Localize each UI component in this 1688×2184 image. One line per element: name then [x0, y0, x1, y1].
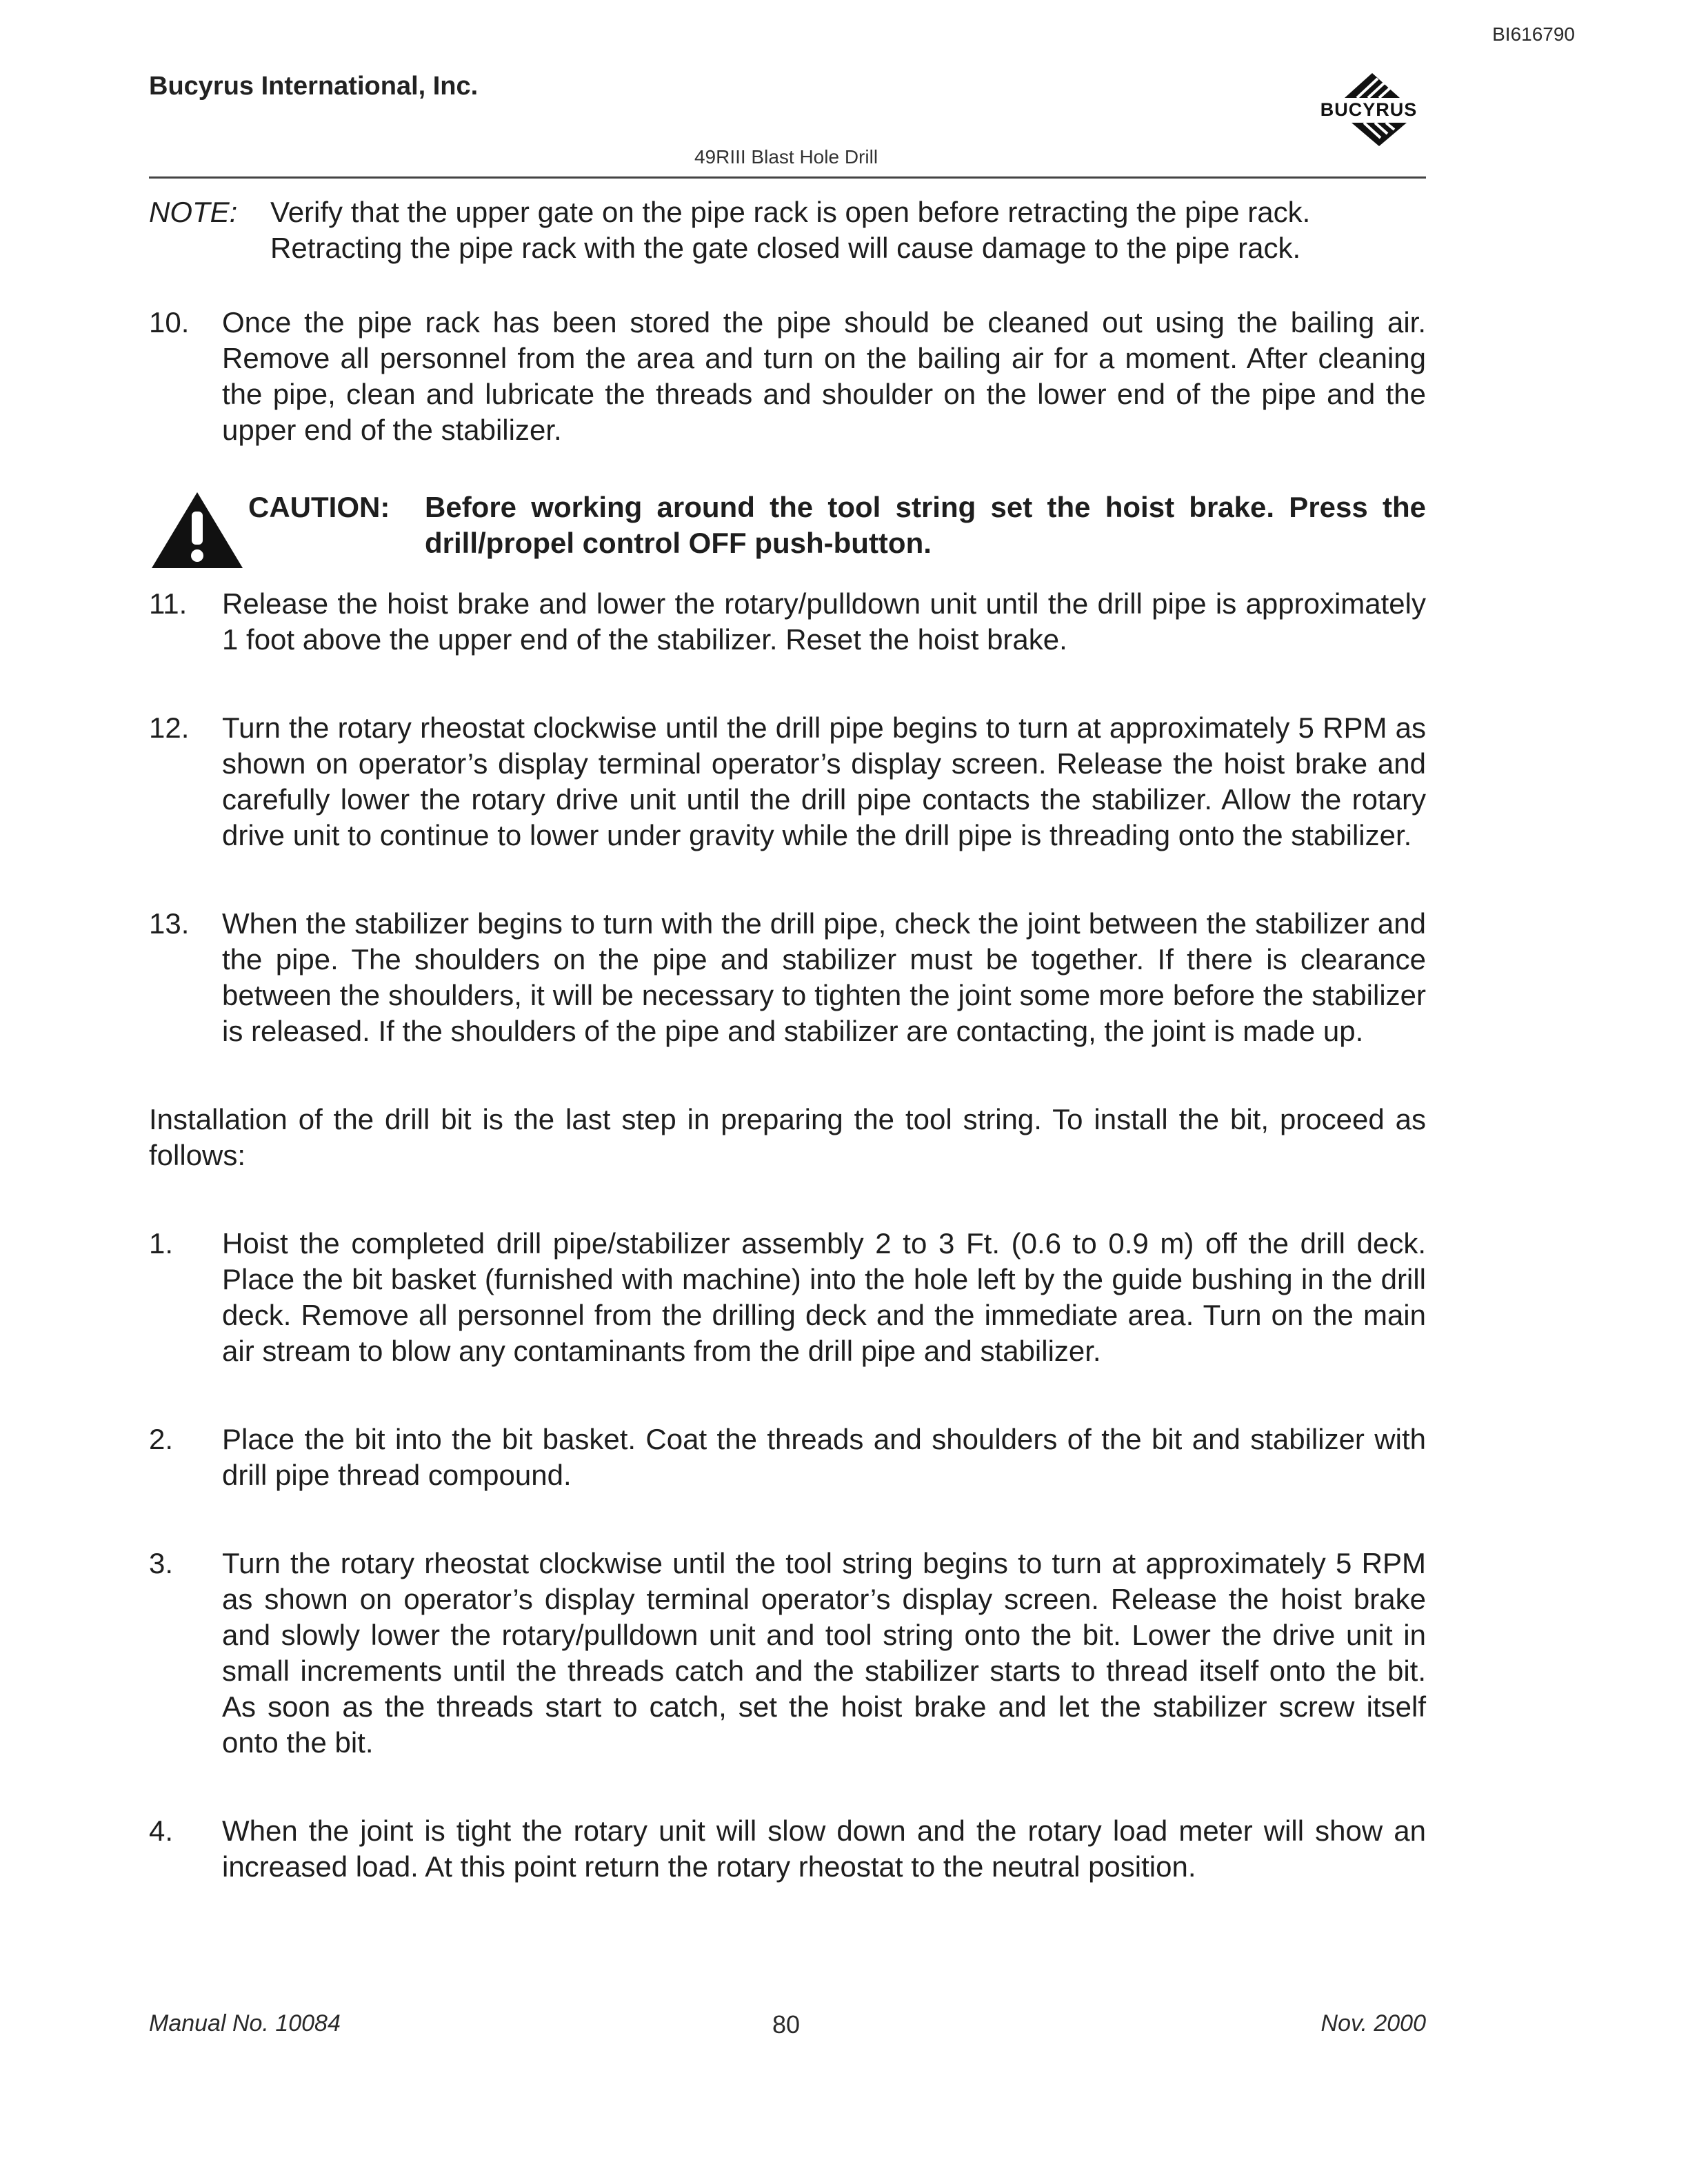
step-text: When the stabilizer begins to turn with the drill pipe, check the joint between the stabilizer and the pipe. The shoulders on the pipe and stabilizer must be together. If there is clearance between the shoulders, it will be necessary to tighten the joint some more before the stabilizer is released. If the shoulders of the pipe and stabilizer are contacting, the joint is made up. [222, 907, 1426, 1047]
step-number: 3. [149, 1547, 174, 1579]
step-text: Place the bit into the bit basket. Coat the threads and shoulders of the bit and stabilizer with drill pipe thread compound. [222, 1423, 1426, 1491]
step-text: Turn the rotary rheostat clockwise until the tool string begins to turn at approximately 5 RPM as shown on operator’s display terminal operator’s display screen. Release the hoist brake and slowly lower the rotary/pulldown unit and tool string onto the bit. Lower the drive unit in small increments until the threads catch and the stabilizer starts to thread itself onto the bit. As soon as the threads start to catch, set the hoist brake and let the stabilizer screw itself onto the bit. [222, 1547, 1426, 1759]
company-name: Bucyrus International, Inc. [149, 72, 479, 101]
step-1 [149, 1226, 1426, 1369]
header-divider [149, 176, 1426, 179]
manual-number: Manual No. 10084 [149, 2010, 341, 2036]
step-2 [149, 1422, 1426, 1493]
step-11 [149, 586, 1426, 658]
step-text: When the joint is tight the rotary unit will slow down and the rotary load meter will show an increased load. At this point return the rotary rheostat to the neutral position. [222, 1814, 1426, 1883]
note-text: Verify that the upper gate on the pipe rack is open before retracting the pipe rack. Retracting the pipe rack with the gate closed will cause damage to the pipe rack. [270, 196, 1311, 264]
step-4 [149, 1813, 1426, 1885]
document-id: BI616790 [1492, 23, 1575, 45]
step-text: Once the pipe rack has been stored the pipe should be cleaned out using the bailing air. Remove all personnel from the area and turn on the bailing air for a moment. After cleaning the pipe, clean and lubricate the threads and shoulder on the lower end of the pipe and the upper end of the stabilizer. [222, 306, 1426, 446]
note-label: NOTE: [149, 196, 238, 228]
warning-triangle-icon [149, 489, 248, 572]
page-number: 80 [772, 2010, 801, 2039]
caution-block [149, 489, 1426, 572]
document-subtitle: 49RIII Blast Hole Drill [694, 146, 878, 168]
step-text: Turn the rotary rheostat clockwise until the drill pipe begins to turn at approximately 5 RPM as shown on operator’s display terminal operator’s display screen. Release the hoist brake and carefully lower the rotary drive unit until the drill pipe contacts the stabilizer. Allow the rotary drive unit to continue to lower under gravity while the drill pipe is threading onto the stabilizer. [222, 711, 1426, 851]
logo-text: BUCYRUS [1320, 99, 1418, 120]
bucyrus-logo [1303, 69, 1434, 152]
step-text: Release the hoist brake and lower the rotary/pulldown unit until the drill pipe is approximately 1 foot above the upper end of the stabilizer. Reset the hoist brake. [222, 587, 1426, 656]
step-number: 2. [149, 1423, 174, 1455]
caution-text: Before working around the tool string set the hoist brake. Press the drill/propel control OFF push-button. [425, 491, 1426, 559]
step-12 [149, 710, 1426, 853]
step-13 [149, 906, 1426, 1049]
note-block [149, 194, 1426, 266]
step-text: Hoist the completed drill pipe/stabilizer assembly 2 to 3 Ft. (0.6 to 0.9 m) off the drill deck. Place the bit basket (furnished with machine) into the hole left by the guide bushing in the drill deck. Remove all personnel from the drilling deck and the immediate area. Turn on the main air stream to blow any contaminants from the drill pipe and stabilizer. [222, 1227, 1426, 1367]
step-10 [149, 305, 1426, 448]
step-number: 11. [149, 587, 188, 620]
step-number: 4. [149, 1814, 174, 1847]
publication-date: Nov. 2000 [1320, 2010, 1426, 2036]
step-3 [149, 1546, 1426, 1761]
step-number: 13. [149, 907, 190, 940]
step-number: 1. [149, 1227, 174, 1260]
page-content [149, 194, 1426, 1885]
intro-paragraph: Installation of the drill bit is the last step in preparing the tool string. To install the bit, proceed as follows: [149, 1103, 1426, 1171]
caution-label: CAUTION: [248, 491, 390, 523]
step-number: 10. [149, 306, 190, 338]
step-number: 12. [149, 711, 190, 744]
